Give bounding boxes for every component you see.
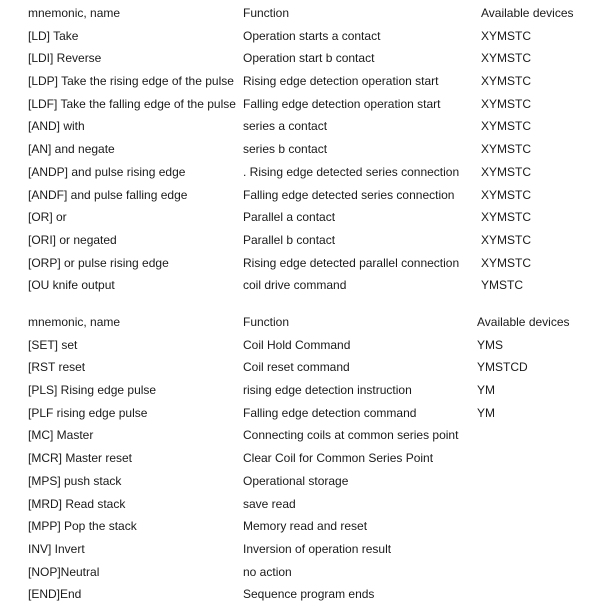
table-row bbox=[0, 515, 600, 538]
cell-devices: XYMSTC bbox=[481, 51, 532, 66]
cell-devices: YMS bbox=[477, 337, 504, 352]
table-row bbox=[0, 229, 600, 252]
cell-devices: XYMSTC bbox=[481, 210, 532, 225]
cell-devices: XYMSTC bbox=[481, 232, 532, 247]
cell-function: Falling edge detection command bbox=[243, 405, 417, 420]
cell-devices: XYMSTC bbox=[481, 96, 532, 111]
cell-function: Clear Coil for Common Series Point bbox=[243, 451, 434, 466]
cell-mnemonic: [MPS] push stack bbox=[28, 473, 122, 488]
cell-function: Rising edge detected parallel connection bbox=[243, 255, 460, 270]
header-function: Function bbox=[243, 6, 290, 20]
cell-function: Coil Hold Command bbox=[243, 337, 351, 352]
cell-function: Parallel a contact bbox=[243, 210, 336, 225]
table-row bbox=[0, 184, 600, 207]
table-row bbox=[0, 274, 600, 297]
cell-mnemonic: [MPP] Pop the stack bbox=[28, 519, 137, 534]
header-devices: Available devices bbox=[481, 6, 574, 20]
cell-devices: XYMSTC bbox=[481, 74, 532, 89]
table-body bbox=[0, 334, 600, 606]
table-header bbox=[0, 2, 600, 25]
cell-function: coil drive command bbox=[243, 278, 347, 293]
table-row bbox=[0, 561, 600, 584]
cell-devices: YMSTCD bbox=[477, 360, 528, 375]
cell-devices: XYMSTC bbox=[481, 187, 532, 202]
table-row bbox=[0, 493, 600, 516]
cell-mnemonic: [END]End bbox=[28, 587, 82, 602]
cell-devices: XYMSTC bbox=[481, 164, 532, 179]
cell-function: rising edge detection instruction bbox=[243, 383, 412, 398]
cell-devices: YM bbox=[477, 405, 495, 420]
cell-mnemonic: [PLS] Rising edge pulse bbox=[28, 383, 157, 398]
cell-function: series b contact bbox=[243, 142, 328, 157]
cell-function: Operation start b contact bbox=[243, 51, 375, 66]
cell-function: Memory read and reset bbox=[243, 519, 368, 534]
cell-devices: XYMSTC bbox=[481, 28, 532, 43]
table-row bbox=[0, 138, 600, 161]
table-row bbox=[0, 70, 600, 93]
table-row bbox=[0, 206, 600, 229]
cell-devices: XYMSTC bbox=[481, 119, 532, 134]
cell-mnemonic: [LDI] Reverse bbox=[28, 51, 102, 66]
table-row bbox=[0, 470, 600, 493]
cell-devices: XYMSTC bbox=[481, 255, 532, 270]
cell-mnemonic: [NOP]Neutral bbox=[28, 564, 100, 579]
cell-mnemonic: [MCR] Master reset bbox=[28, 451, 133, 466]
cell-function: no action bbox=[243, 564, 292, 579]
cell-function: Inversion of operation result bbox=[243, 541, 392, 556]
table-row bbox=[0, 379, 600, 402]
cell-mnemonic: [OU knife output bbox=[28, 278, 115, 293]
cell-function: Operation starts a contact bbox=[243, 28, 381, 43]
cell-mnemonic: [LDF] Take the falling edge of the pulse bbox=[28, 96, 236, 111]
cell-mnemonic: [RST reset bbox=[28, 360, 86, 375]
table-row bbox=[0, 252, 600, 275]
cell-mnemonic: [MRD] Read stack bbox=[28, 496, 126, 511]
header-mnemonic: mnemonic, name bbox=[28, 6, 121, 20]
table-row bbox=[0, 334, 600, 357]
cell-mnemonic: [LDP] Take the rising edge of the pulse bbox=[28, 74, 234, 89]
table-row bbox=[0, 115, 600, 138]
cell-devices: YM bbox=[477, 383, 495, 398]
cell-mnemonic: [AND] with bbox=[28, 119, 85, 134]
cell-mnemonic: [ANDF] and pulse falling edge bbox=[28, 187, 188, 202]
instruction-table-2 bbox=[0, 311, 600, 606]
cell-function: Operational storage bbox=[243, 473, 349, 488]
table-row bbox=[0, 356, 600, 379]
table-row bbox=[0, 447, 600, 470]
table-row bbox=[0, 583, 600, 606]
cell-function: Falling edge detection operation start bbox=[243, 96, 441, 111]
table-row bbox=[0, 161, 600, 184]
cell-mnemonic: [ORP] or pulse rising edge bbox=[28, 255, 169, 270]
cell-function: save read bbox=[243, 496, 296, 511]
cell-function: Parallel b contact bbox=[243, 232, 336, 247]
table-header bbox=[0, 311, 600, 334]
table-row bbox=[0, 47, 600, 70]
cell-mnemonic: [LD] Take bbox=[28, 28, 79, 43]
header-mnemonic: mnemonic, name bbox=[28, 315, 121, 329]
cell-mnemonic: [OR] or bbox=[28, 210, 67, 225]
table-row bbox=[0, 424, 600, 447]
cell-devices: YMSTC bbox=[481, 278, 523, 293]
cell-mnemonic: INV] Invert bbox=[28, 541, 85, 556]
cell-mnemonic: [ORI] or negated bbox=[28, 232, 117, 247]
table-row bbox=[0, 402, 600, 425]
instruction-table-1 bbox=[0, 2, 600, 297]
table-row bbox=[0, 25, 600, 48]
table-row bbox=[0, 538, 600, 561]
table-row bbox=[0, 93, 600, 116]
cell-mnemonic: [MC] Master bbox=[28, 428, 94, 443]
cell-mnemonic: [AN] and negate bbox=[28, 142, 115, 157]
cell-function: . Rising edge detected series connection bbox=[243, 164, 460, 179]
cell-mnemonic: [PLF rising edge pulse bbox=[28, 405, 148, 420]
cell-function: Rising edge detection operation start bbox=[243, 74, 439, 89]
cell-function: Connecting coils at common series point bbox=[243, 428, 459, 443]
table-body bbox=[0, 25, 600, 297]
cell-mnemonic: [ANDP] and pulse rising edge bbox=[28, 164, 186, 179]
header-devices: Available devices bbox=[477, 315, 570, 329]
cell-mnemonic: [SET] set bbox=[28, 337, 78, 352]
header-function: Function bbox=[243, 315, 290, 329]
cell-function: series a contact bbox=[243, 119, 328, 134]
cell-devices: XYMSTC bbox=[481, 142, 532, 157]
cell-function: Falling edge detected series connection bbox=[243, 187, 455, 202]
cell-function: Sequence program ends bbox=[243, 587, 375, 602]
cell-function: Coil reset command bbox=[243, 360, 350, 375]
